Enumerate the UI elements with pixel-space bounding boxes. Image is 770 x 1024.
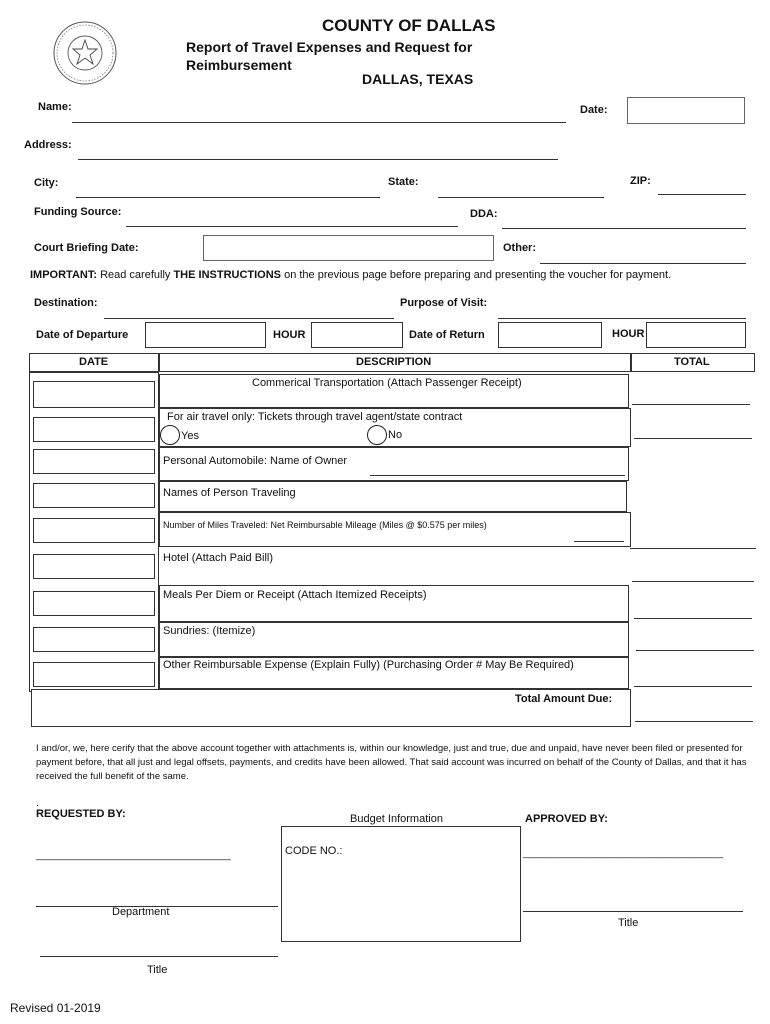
total-field-2[interactable] [634,438,752,439]
dda-field[interactable] [502,228,746,229]
name-field[interactable] [72,122,566,123]
total-field-7[interactable] [634,686,752,687]
zip-field[interactable] [658,194,746,195]
hour-departure-label: HOUR [273,329,306,341]
important-bold: THE INSTRUCTIONS [173,269,282,281]
requested-by-label: REQUESTED BY: [36,808,126,820]
no-label: No [388,429,403,441]
row-sundries-text: Sundries: (Itemize) [163,625,256,637]
form-title: Report of Travel Expenses and Request for Reimbursement [186,39,473,73]
court-briefing-date-label: Court Briefing Date: [34,242,139,254]
table-header-total-label: TOTAL [674,356,710,368]
funding-source-field[interactable] [126,226,458,227]
address-field[interactable] [78,159,558,160]
date-cell-9[interactable] [33,662,155,687]
date-of-return-field[interactable] [498,322,602,348]
important-text-a: Read carefully [97,269,174,281]
other-label: Other: [503,242,536,254]
destination-label: Destination: [34,297,98,309]
no-radio[interactable] [367,425,387,445]
title-right-label: Title [618,917,639,929]
budget-info-box [281,826,521,942]
row-names-person-text: Names of Person Traveling [163,487,296,499]
row-commercial-text: Commerical Transportation (Attach Passenger Receipt) [252,377,522,389]
important-notice [30,269,671,281]
approved-by-label: APPROVED BY: [525,813,608,825]
date-field[interactable] [627,97,745,124]
court-briefing-date-field[interactable] [203,235,494,261]
important-label: IMPORTANT: [30,269,98,281]
hour-return-field[interactable] [646,322,746,348]
code-no-label: CODE NO.: [285,845,343,857]
row-hotel-text: Hotel (Attach Paid Bill) [163,552,274,564]
other-field[interactable] [540,263,746,264]
total-field-6[interactable] [636,650,754,651]
destination-field[interactable] [104,318,394,319]
requested-by-line[interactable]: ___________________________________ [36,850,231,861]
date-cell-3[interactable] [33,449,155,474]
hour-departure-field[interactable] [311,322,403,348]
date-cell-2[interactable] [33,417,155,442]
date-cell-4[interactable] [33,483,155,508]
row-miles-text: Number of Miles Traveled: Net Reimbursable Mileage (Miles @ $0.575 per miles) [163,520,487,530]
date-of-departure-label: Date of Departure [36,329,129,341]
date-label: Date: [580,104,608,116]
yes-label: Yes [181,430,199,442]
certification-text: I and/or, we, here cerify that the above account together with attachments is, within our knowledge, just and true, due and unpaid, have never been filed or presented for payment before, that all just and legal offsets, payments, and credits have been allowed. That said account was incurred on behalf of the County of Dallas, and that it has received the full benefit of the same. [36,743,747,782]
purpose-of-visit-field[interactable] [498,318,746,319]
title-left-label: Title [147,964,168,976]
form-city: DALLAS, TEXAS [362,71,474,87]
date-cell-5[interactable] [33,518,155,543]
state-field[interactable] [438,197,604,198]
dda-label: DDA: [470,208,498,220]
table-header-description-label: DESCRIPTION [356,356,432,368]
mileage-field[interactable] [574,541,624,542]
budget-info-label: Budget Information [350,813,443,825]
total-amount-due-field[interactable] [635,721,753,722]
purpose-of-visit-label: Purpose of Visit: [400,297,488,309]
name-label: Name: [38,101,72,113]
footer-dot: . [36,797,40,809]
title-left-line[interactable] [40,956,278,957]
date-cell-1[interactable] [33,381,155,408]
table-header-date-label: DATE [79,356,109,368]
row-air-travel-text: For air travel only: Tickets through travel agent/state contract [167,411,463,423]
row-personal-auto-text: Personal Automobile: Name of Owner [163,455,348,467]
county-heading: COUNTY OF DALLAS [322,16,496,35]
address-label: Address: [24,139,72,151]
funding-source-label: Funding Source: [34,206,122,218]
row-meals-text: Meals Per Diem or Receipt (Attach Itemized Receipts) [163,589,427,601]
department-label: Department [112,906,170,918]
hour-return-label: HOUR [612,328,645,340]
revised-label: Revised 01-2019 [10,1001,101,1015]
zip-label: ZIP: [630,175,651,187]
city-field[interactable] [76,197,380,198]
total-field-3[interactable] [630,548,756,549]
owner-name-field[interactable] [370,475,625,476]
date-cell-7[interactable] [33,591,155,616]
title-right-line[interactable] [523,911,743,912]
date-of-return-label: Date of Return [409,329,485,341]
city-label: City: [34,177,59,189]
yes-radio[interactable] [160,425,180,445]
row-other-expense-text: Other Reimbursable Expense (Explain Fully) (Purchasing Order # May Be Required) [163,659,574,671]
date-cell-6[interactable] [33,554,155,579]
total-field-4[interactable] [632,581,754,582]
total-field-1[interactable] [632,404,750,405]
total-amount-due-label: Total Amount Due: [515,693,613,705]
total-field-5[interactable] [634,618,752,619]
county-seal [52,20,118,86]
approved-by-line[interactable]: ____________________________________ [523,848,724,859]
state-label: State: [388,176,419,188]
date-of-departure-field[interactable] [145,322,266,348]
date-cell-8[interactable] [33,627,155,652]
important-text-b: on the previous page before preparing and presenting the voucher for payment. [281,269,672,281]
